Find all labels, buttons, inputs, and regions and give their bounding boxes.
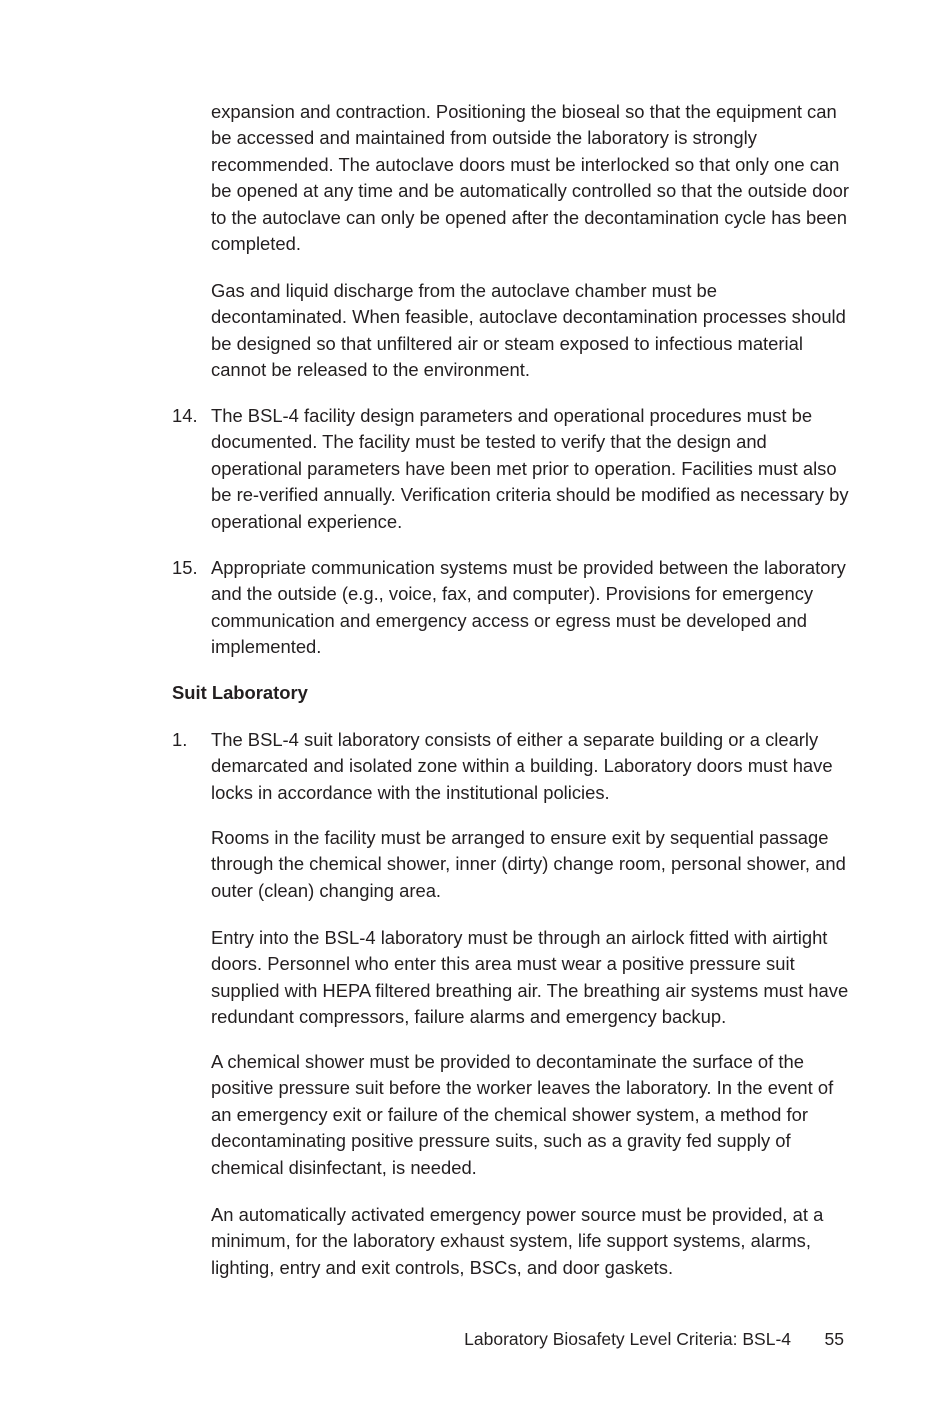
section-heading-suit-laboratory: Suit Laboratory — [172, 682, 308, 703]
suit-item-1-paragraph-3: Entry into the BSL-4 laboratory must be through an airlock fitted with airtight doors. Personnel who enter this area must wear a positive pressure suit supplied with HEPA filtered breathing air. The breathing air systems must have redundant compressors, failure alarms and emergency backup. — [211, 927, 849, 1028]
running-footer-title: Laboratory Biosafety Level Criteria: BSL-4 — [464, 1329, 791, 1349]
list-item-15-text: Appropriate communication systems must be provided between the laboratory and the outside (e.g., voice, fax, and computer). Provisions for emergency communication and emergency access or egress must be developed and implemented. — [211, 557, 846, 658]
paragraph-autoclave-bioseal: expansion and contraction. Positioning the bioseal so that the equipment can be accessed and maintained from outside the laboratory is strongly recommended. The autoclave doors must be interlocked so that only one can be opened at any time and be automatically controlled so that the outside door to the autoclave can only be opened after the decontamination cycle has been completed. — [211, 101, 849, 255]
suit-item-1-paragraph-4: A chemical shower must be provided to decontaminate the surface of the positive pressure suit before the worker leaves the laboratory. In the event of an emergency exit or failure of the chemical shower system, a method for decontaminating positive pressure suits, such as a gravity fed supply of chemical disinfectant, is needed. — [211, 1051, 834, 1178]
suit-item-number-1: 1. — [172, 729, 188, 750]
suit-item-1-paragraph-2: Rooms in the facility must be arranged to ensure exit by sequential passage through the chemical shower, inner (dirty) change room, personal shower, and outer (clean) changing area. — [211, 827, 846, 901]
paragraph-autoclave-discharge: Gas and liquid discharge from the autoclave chamber must be decontaminated. When feasible, autoclave decontamination processes should be designed so that unfiltered air or steam exposed to infectious material cannot be released to the environment. — [211, 280, 846, 381]
list-item-number-14: 14. — [172, 405, 198, 426]
suit-item-1-paragraph-1: The BSL-4 suit laboratory consists of either a separate building or a clearly demarcated and isolated zone within a building. Laboratory doors must have locks in accordance with the institutional policies. — [211, 729, 833, 803]
list-item-14-text: The BSL-4 facility design parameters and operational procedures must be documented. The facility must be tested to verify that the design and operational parameters have been met prior to operation. Facilities must also be re-verified annually. Verification criteria should be modified as necessary by operational experience. — [211, 405, 849, 532]
page-number: 55 — [824, 1329, 844, 1349]
suit-item-1-paragraph-5: An automatically activated emergency power source must be provided, at a minimum, for the laboratory exhaust system, life support systems, alarms, lighting, entry and exit controls, BSCs, and door gaskets. — [211, 1204, 824, 1278]
list-item-number-15: 15. — [172, 557, 198, 578]
